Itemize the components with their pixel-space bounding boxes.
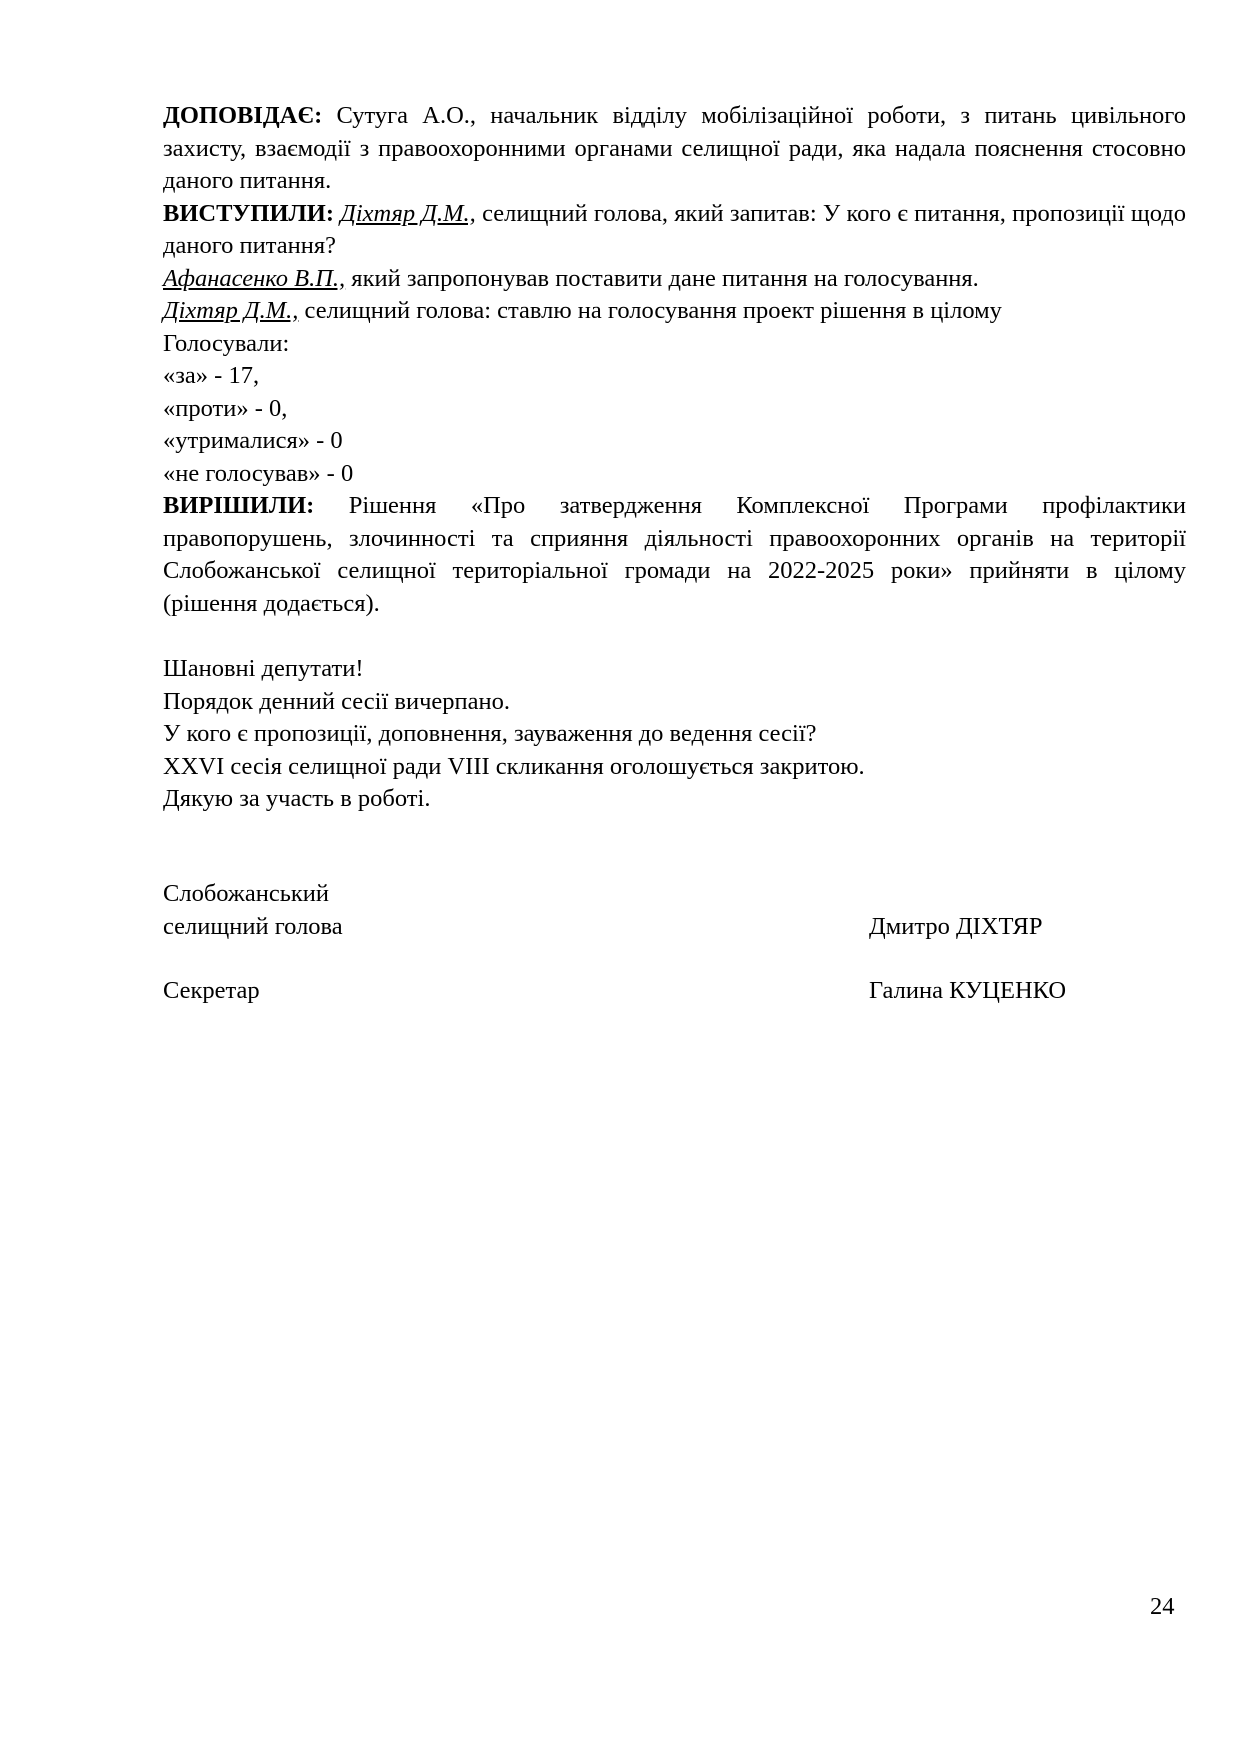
signature-row (163, 975, 1113, 1008)
speakers-label: ВИСТУПИЛИ: (163, 199, 334, 227)
report-text: Сутуга А.О., начальник відділу мобілізаційної роботи, з питань цивільного захисту, взаємодії з правоохоронними органами селищної ради, яка надала пояснення стосовно даного питання. (163, 102, 1186, 194)
vote-for: «за» - 17, (163, 362, 260, 389)
closing-line: Дякую за участь в роботі. (163, 785, 431, 812)
speakers-paragraph (163, 198, 1186, 263)
decision-label: ВИРІШИЛИ: (163, 492, 315, 519)
speaker-text: селищний голова, який запитав: У кого є питання, пропозиції щодо даного питання? (163, 199, 1186, 259)
speaker-name: Афанасенко В.П., (163, 264, 346, 292)
report-label: ДОПОВІДАЄ: (163, 102, 323, 129)
closing-line: Шановні депутати! (163, 655, 364, 682)
speaker-line (163, 263, 1186, 296)
head-name: Дмитро ДІХТЯР (869, 912, 1043, 940)
signature-block (163, 878, 1113, 1008)
page-number: 24 (1150, 1593, 1175, 1620)
decision-paragraph (163, 490, 1186, 620)
vote-against: «проти» - 0, (163, 394, 288, 422)
speaker-name: Діхтяр Д.М., (340, 199, 476, 227)
report-paragraph (163, 100, 1186, 198)
closing-line: У кого є пропозиції, доповнення, зауваження до ведення сесії? (163, 720, 817, 747)
speaker-text: який запропонував поставити дане питання на голосування. (345, 264, 979, 292)
closing-line: Порядок денний сесії вичерпано. (163, 687, 510, 715)
vote-abstained: «утрималися» - 0 (163, 427, 343, 454)
closing-line: XXVI сесія селищної ради VIII скликання оголошується закритою. (163, 752, 865, 780)
spacer (163, 620, 1186, 653)
speaker-name: Діхтяр Д.М., (163, 297, 299, 324)
speaker-line (163, 295, 1186, 328)
secretary-name: Галина КУЦЕНКО (869, 977, 1067, 1004)
vote-not-voted: «не голосував» - 0 (163, 459, 354, 487)
secretary-title: Секретар (163, 977, 260, 1004)
head-title-line1: Слобожанський (163, 880, 330, 907)
signature-row (163, 911, 1113, 944)
vote-title: Голосували: (163, 329, 290, 357)
head-title-line2: селищний голова (163, 912, 343, 940)
speaker-text: селищний голова: ставлю на голосування проект рішення в цілому (298, 297, 1002, 324)
signature-row (163, 878, 1113, 911)
minutes-body (163, 100, 1186, 816)
decision-text: Рішення «Про затвердження Комплексної Програми профілактики правопорушень, злочинності та сприяння діяльності правоохоронних органів на території Слобожанської селищної територіальної громади на 2022-2025 роки» прийняти в цілому (рішення додається). (163, 492, 1186, 617)
